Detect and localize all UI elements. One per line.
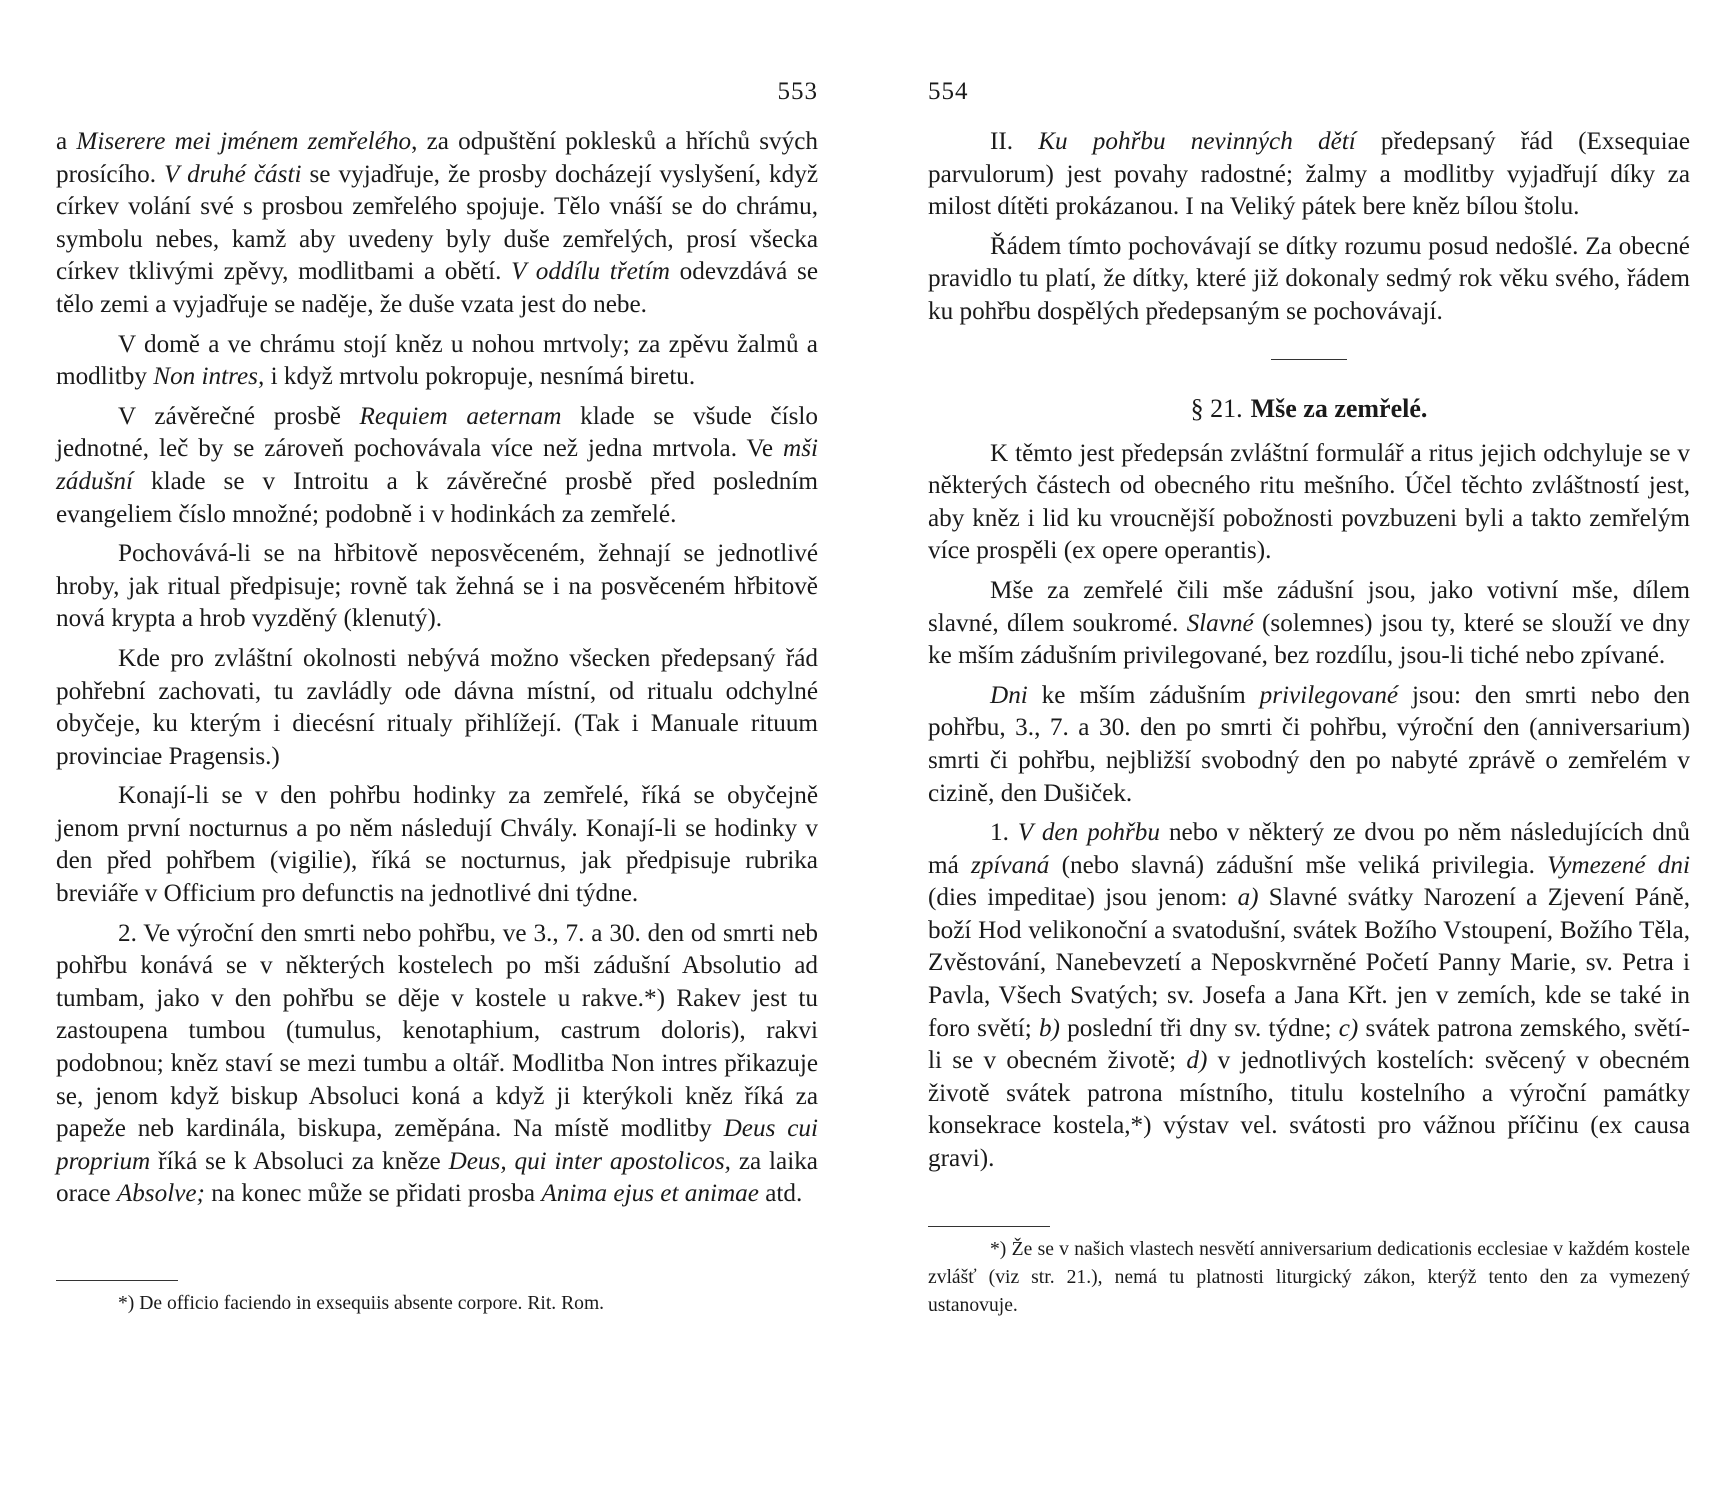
text-run: Kde pro zvláštní okolnosti nebývá možno všecken předepsaný řád pohřební zachovati, tu zavládly ode dávna místní, od ritualu odchylné obyčeje, ku kterým i diecésní ritualy přihlížejí. (Tak i Manuale rituum provinciae Pragensis.): [56, 644, 818, 770]
text-run: atd.: [758, 1180, 803, 1208]
text-run: II.: [990, 128, 1039, 155]
page-number: 554: [928, 78, 969, 105]
text-run: i když mrtvolu pokropuje, nesnímá biretu.: [264, 363, 696, 391]
italic-run: Anima ejus et animae: [541, 1180, 759, 1208]
footnote: *) Že se v našich vlastech nesvětí anniversarium dedicationis ecclesiae v každém kostele zvlášť (viz str. 21.), nemá tu platnosti liturgický zákon, kterýž tento den za vymezený ustanovuje.: [928, 1239, 1690, 1316]
text-run: 1.: [990, 819, 1018, 847]
text-run: se vyjadřuje, že prosby docházejí vyslyšení, když církev volání své s prosbou zemřelého spojuje. Tělo vnáší se do chrámu, symbolu nebes, kamž aby uvedeny byly duše zemřelých, prosí všecka církev tklivými zpěvy, modlitbami a obětí.: [56, 160, 818, 286]
italic-run: Non intres,: [153, 363, 265, 391]
text-run: Mše za zemřelé čili mše zádušní jsou, jako votivní mše, dílem slavné, dílem soukromé.: [928, 576, 1690, 637]
section-heading: [928, 392, 1690, 426]
italic-run: V oddílu třetím: [511, 258, 670, 286]
italic-run: c): [1338, 1014, 1359, 1042]
italic-run: mši zádušní: [56, 435, 818, 495]
right-body-text: [928, 126, 1690, 1176]
paragraph: [56, 643, 818, 773]
right-page: [928, 0, 1690, 1500]
italic-run: Deus cui proprium: [56, 1115, 818, 1175]
italic-run: Dni: [990, 681, 1028, 709]
italic-run: Deus, qui inter apostolicos,: [448, 1147, 731, 1175]
text-run: , za odpuštění poklesků a hříchů svých prosícího.: [56, 128, 818, 188]
text-run: klade se všude číslo jednotné, leč by se zároveň pochovávala více než jedna mrtvola. Ve: [56, 402, 818, 463]
text-run: nebo v některý ze dvou po něm následujících dnů má: [928, 819, 1690, 879]
text-run: říká se k Absoluci za kněze: [150, 1147, 449, 1175]
text-run: (solemnes) jsou ty, které se slouží ve dny ke mším zádušním privilegované, bez rozdílu, jsou-li tiché nebo zpívané.: [928, 609, 1691, 670]
text-run: Pochovává-li se na hřbitově neposvěceném, žehnají se jednotlivé hroby, jak ritual předpisuje; rovně tak žehná se i na posvěceném hřbitově nová krypta a hrob vyzděný (klenutý).: [56, 540, 818, 633]
paragraph: [56, 329, 818, 394]
text-run: předepsaný řád (Exsequiae parvulorum) jest povahy radostné; žalmy a modlitby vyjadřují díky za milost dítěti prokázanou. I na Veliký pátek bere kněz bílou štolu.: [928, 128, 1691, 221]
left-page: [56, 0, 818, 1500]
italic-run: Slavné: [1186, 609, 1254, 637]
paragraph: [928, 575, 1690, 673]
text-run: 2. Ve výroční den smrti nebo pohřbu, ve 3., 7. a 30. den od smrti neb pohřbu konává se v některých kostelech po mši zádušní Absolutio ad tumbam, jako v den pohřbu se děje v kostele u rakve.*) Rakev jest tu zastoupena tumbou (tumulus, kenotaphium, castrum doloris), rakvi podobnou; kněz staví se mezi tumbu a oltář. Modlitba Non intres přikazuje se, jenom když biskup Absoluci koná a když ji kterýkoli kněz říká za papeže neb kardinála, biskupa, zeměpána. Na místě modlitby: [56, 919, 818, 1143]
left-body-text: [56, 126, 818, 1211]
text-run: jsou: den smrti nebo den pohřbu, 3., 7. a 30. den po smrti či pohřbu, výroční den (anniversarium) smrti či pohřbu, nejbližší svobodný den po nabyté zprávě o zemřelém v cizině, den Dušiček.: [928, 681, 1690, 807]
italic-run: Miserere mei jménem zemřelého: [76, 128, 412, 155]
paragraph: [56, 918, 818, 1211]
text-run: (nebo slavná) zádušní mše veliká privilegia.: [1049, 851, 1548, 879]
page-number: 553: [777, 78, 818, 105]
paragraph: [928, 126, 1690, 224]
paragraph: [56, 401, 818, 531]
footnote-rule: [928, 1226, 1050, 1227]
paragraph: [56, 538, 818, 636]
paragraph: [56, 126, 818, 322]
paragraph: [928, 438, 1690, 568]
paragraph: [928, 231, 1690, 329]
paragraph: [928, 680, 1690, 810]
section-title: Mše za zemřelé.: [1250, 393, 1428, 423]
text-run: K těmto jest předepsán zvláštní formulář a ritus jejich odchyluje se v některých částech od obecného ritu mešního. Účel těchto zvláštností jest, aby kněz i lid ku vroucnější pobožnosti povzbuzeni byli a takto zemřelým více prospěli (ex opere operantis).: [928, 439, 1690, 565]
text-run: (dies impeditae) jsou jenom:: [928, 884, 1238, 912]
section-divider: [1271, 359, 1347, 360]
text-run: na konec může se přidati prosba: [204, 1180, 542, 1208]
text-run: Konají-li se v den pohřbu hodinky za zemřelé, říká se obyčejně jenom první nocturnus a po něm následují Chvály. Konají-li se hodinky v den před pohřbem (vigilie), říká se nocturnus, jak předpisuje rubrika breviáře v Officium pro defunctis na jednotlivé dni týdne.: [56, 782, 818, 908]
text-run: v jednotlivých kostelích: svěcený v obecném životě svátek patrona místního, titulu kostelního a výroční památky konsekrace kostela,*) výstav vel. svátosti pro vážnou příčinu (ex causa gravi).: [928, 1047, 1690, 1173]
text-run: klade se v Introitu a k závěrečné prosbě před posledním evangeliem číslo množné; podobně i v hodinkách za zemřelé.: [56, 467, 818, 528]
text-run: V závěrečné prosbě: [118, 402, 360, 430]
italic-run: Vymezené dni: [1547, 851, 1690, 879]
italic-run: V druhé části: [164, 160, 302, 188]
italic-run: a): [1237, 884, 1259, 912]
italic-run: Ku pohřbu nevinných dětí: [1038, 128, 1356, 155]
text-run: ke mším zádušním: [1027, 681, 1260, 709]
paragraph: [56, 780, 818, 910]
italic-run: b): [1038, 1014, 1060, 1042]
text-run: a: [56, 128, 77, 155]
italic-run: privilegované: [1259, 681, 1399, 709]
italic-run: zpívaná: [971, 851, 1050, 879]
text-run: svátek patrona zemského, světí-li se v obecném životě;: [928, 1014, 1690, 1075]
text-run: poslední tři dny sv. týdne;: [1059, 1014, 1339, 1042]
footnote-rule: [56, 1280, 178, 1281]
text-run: Řádem tímto pochovávají se dítky rozumu posud nedošlé. Za obecné pravidlo tu platí, že dítky, které již dokonaly sedmý rok věku svého, řádem ku pohřbu dospělých předepsaným se pochovávají.: [928, 232, 1690, 325]
italic-run: d): [1186, 1047, 1208, 1075]
text-run: Slavné svátky Narození a Zjevení Páně, boží Hod velikonoční a svatodušní, svátek Božího Vstoupení, Božího Těla, Zvěstování, Nanebevzetí a Neposkvrněné Početí Panny Marie, sv. Petra i Pavla, Všech Svatých; sv. Josefa a Jana Křt. jen v zemích, kde se také in foro světí;: [928, 884, 1690, 1042]
footnote: *) De officio faciendo in exsequiis absente corpore. Rit. Rom.: [118, 1293, 605, 1314]
section-number: § 21.: [1190, 393, 1243, 423]
paragraph: [928, 817, 1690, 1176]
italic-run: V den pohřbu: [1017, 819, 1160, 847]
text-run: odevzdává se tělo zemi a vyjadřuje se naděje, že duše vzata jest do nebe.: [56, 258, 818, 318]
italic-run: Absolve;: [116, 1180, 205, 1208]
text-run: za laika orace: [56, 1147, 818, 1208]
text-run: V domě a ve chrámu stojí kněz u nohou mrtvoly; za zpěvu žalmů a modlitby: [56, 330, 818, 391]
italic-run: Requiem aeternam: [359, 402, 562, 430]
